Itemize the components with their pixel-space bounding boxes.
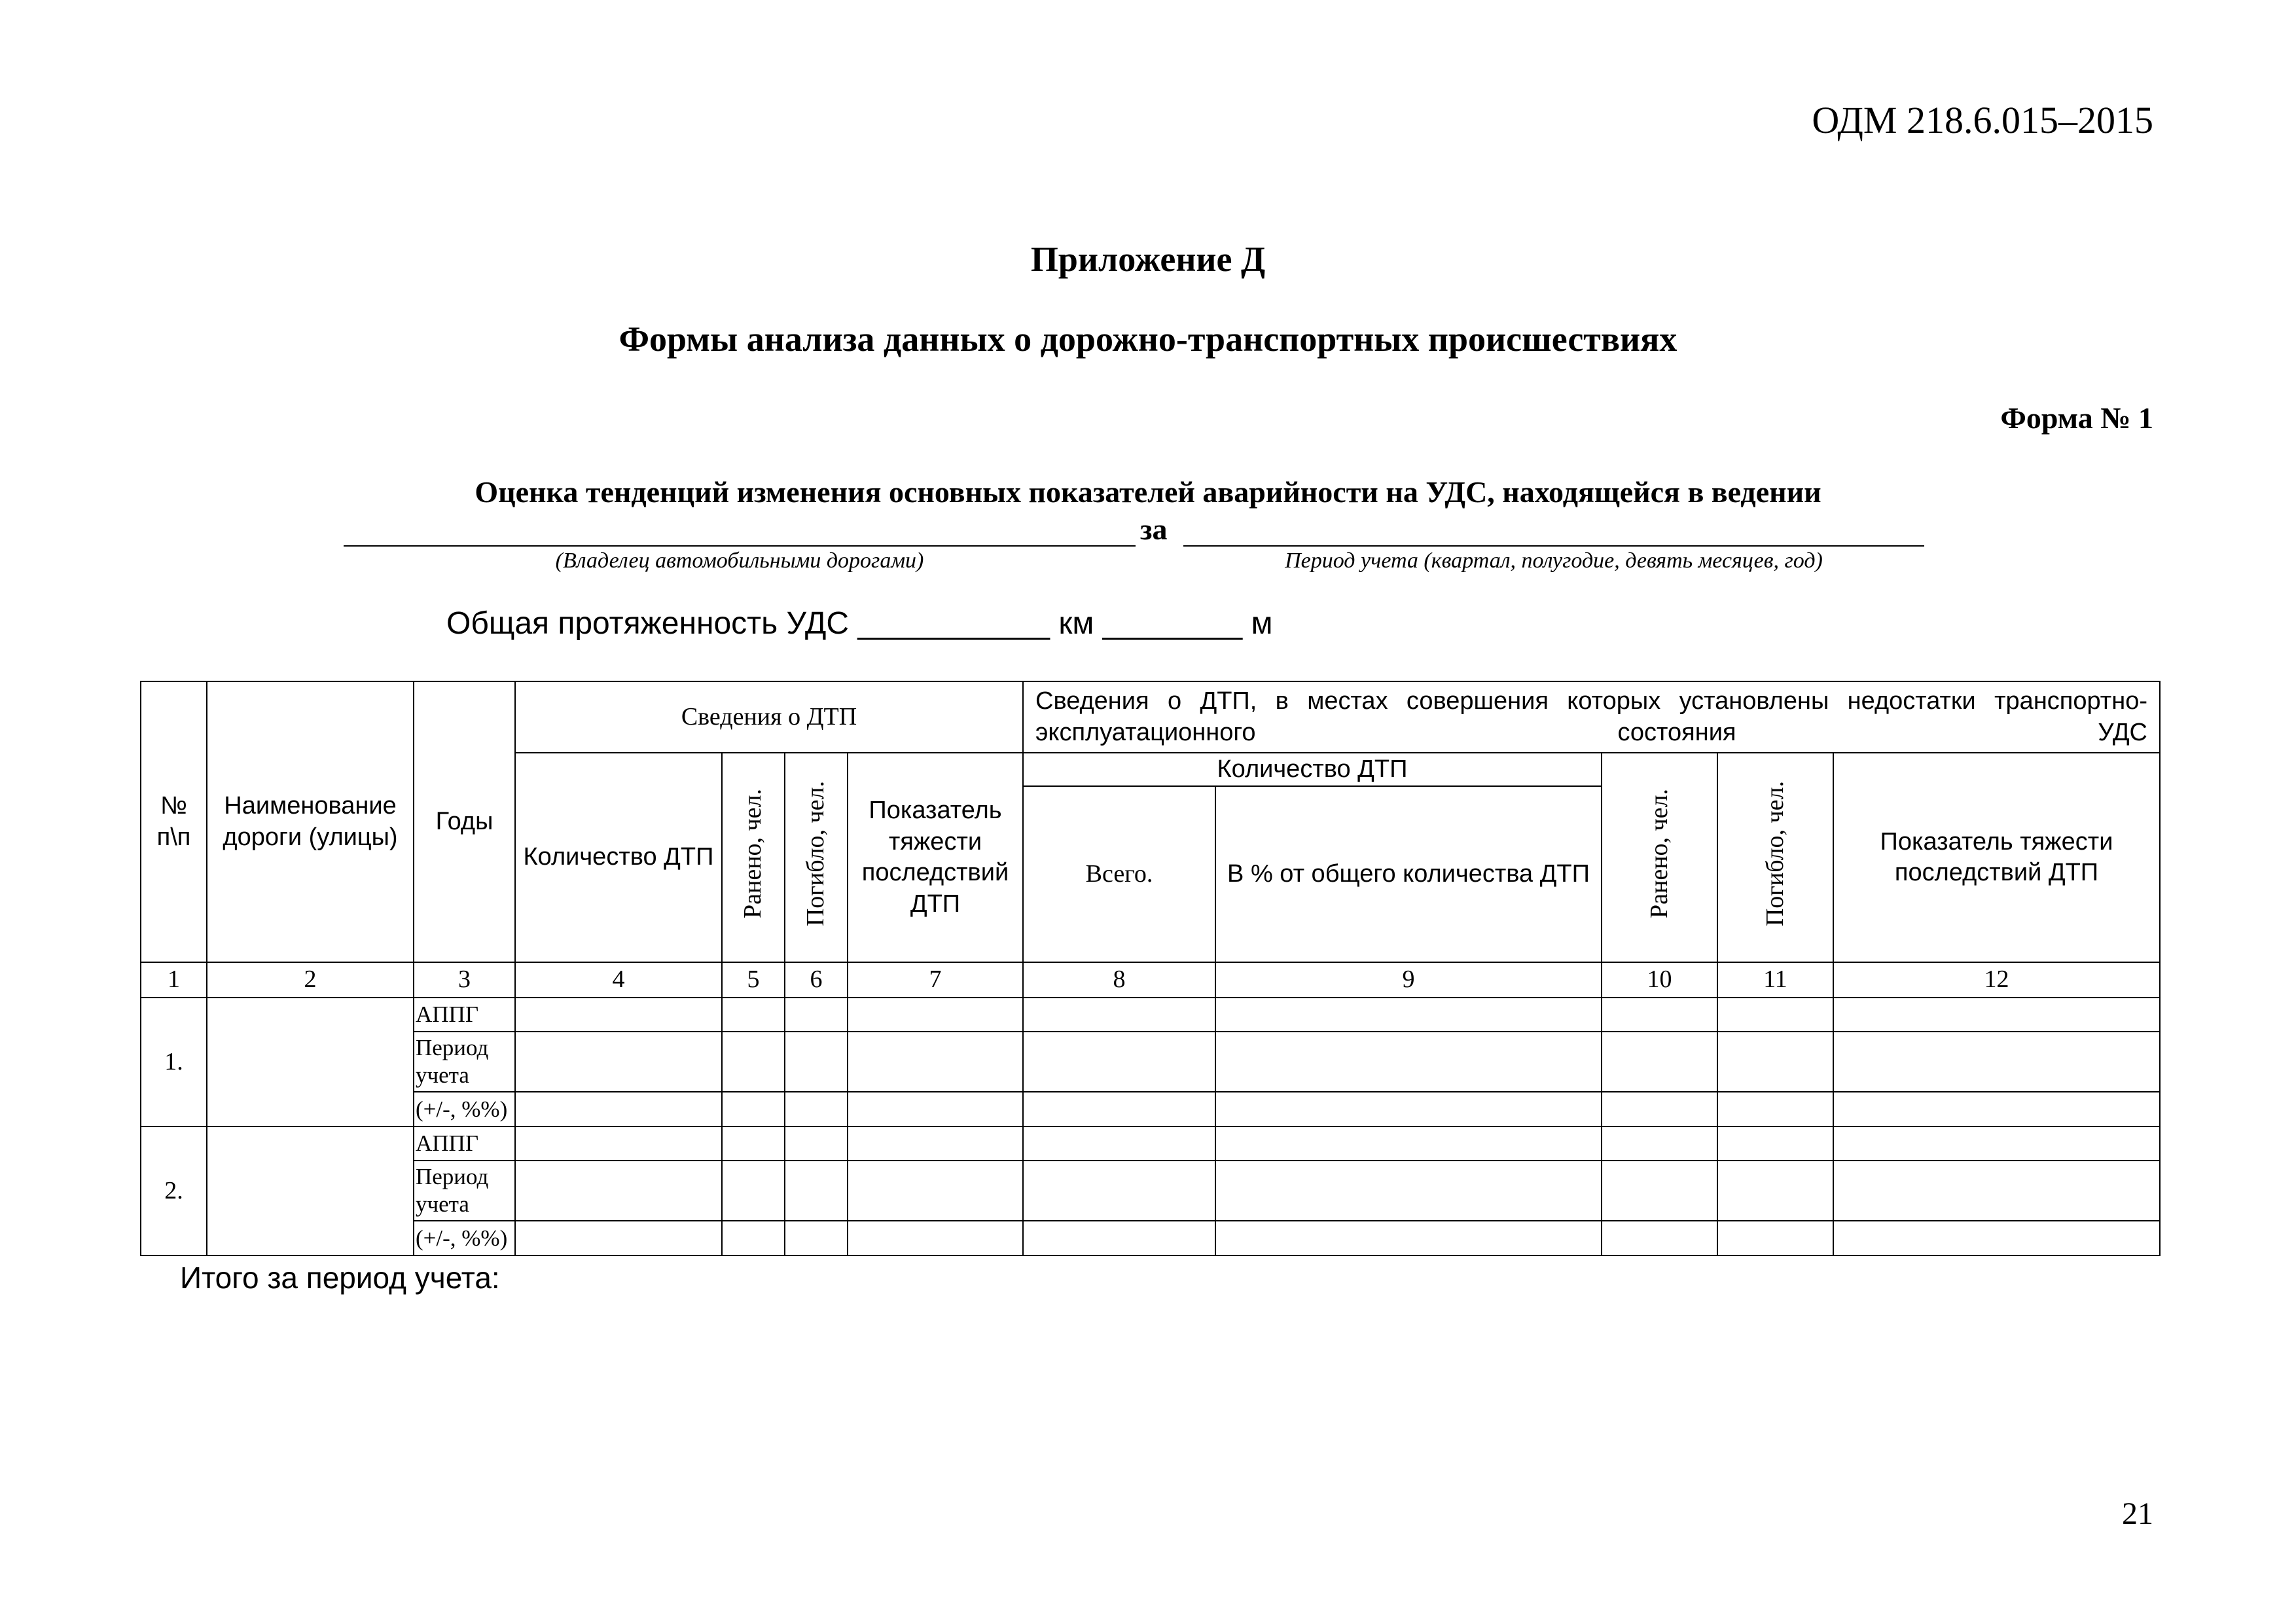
table-cell[interactable] xyxy=(785,1221,848,1255)
column-number: 2 xyxy=(207,962,414,998)
za-label: за xyxy=(1140,513,1168,546)
header-percent: В % от общего количества ДТП xyxy=(1215,786,1602,962)
column-number: 4 xyxy=(515,962,722,998)
table-cell[interactable] xyxy=(785,998,848,1032)
table-cell[interactable] xyxy=(1602,1032,1717,1092)
table-cell[interactable] xyxy=(1602,1161,1717,1221)
header-injured-2: Ранено, чел. xyxy=(1602,753,1717,962)
column-number: 9 xyxy=(1215,962,1602,998)
header-severity: Показатель тяжести последствий ДТП xyxy=(848,753,1023,962)
table-cell[interactable] xyxy=(785,1032,848,1092)
table-cell[interactable] xyxy=(1215,1161,1602,1221)
table-cell[interactable] xyxy=(1717,998,1833,1032)
road-name-cell[interactable] xyxy=(207,1127,414,1255)
table-cell[interactable] xyxy=(1833,1161,2160,1221)
header-dtp-count: Количество ДТП xyxy=(515,753,722,962)
table-row xyxy=(141,1161,2160,1221)
table-cell[interactable] xyxy=(1717,1092,1833,1127)
table-cell[interactable] xyxy=(1717,1221,1833,1255)
table-cell[interactable] xyxy=(515,1221,722,1255)
period-label: (+/-, %%) xyxy=(414,1221,515,1255)
table-cell[interactable] xyxy=(1717,1032,1833,1092)
table-cell[interactable] xyxy=(1833,1127,2160,1161)
table-cell[interactable] xyxy=(515,1127,722,1161)
appendix-subtitle: Формы анализа данных о дорожно-транспортных происшествиях xyxy=(619,319,1677,359)
table-cell[interactable] xyxy=(1023,1032,1215,1092)
column-number: 10 xyxy=(1602,962,1717,998)
header-road: Наименование дороги (улицы) xyxy=(207,681,414,962)
column-number: 8 xyxy=(1023,962,1215,998)
table-cell[interactable] xyxy=(848,998,1023,1032)
header-dtp-info: Сведения о ДТП xyxy=(515,681,1023,753)
table-cell[interactable] xyxy=(1717,1127,1833,1161)
document-code: ОДМ 218.6.015–2015 xyxy=(1812,99,2153,141)
column-number: 12 xyxy=(1833,962,2160,998)
form-number: Форма № 1 xyxy=(2000,401,2153,435)
table-cell[interactable] xyxy=(785,1127,848,1161)
total-for-period-label: Итого за период учета: xyxy=(180,1261,500,1295)
period-label: АППГ xyxy=(414,1127,515,1161)
table-cell[interactable] xyxy=(1602,1127,1717,1161)
header-total: Всего. xyxy=(1023,786,1215,962)
table-cell[interactable] xyxy=(1215,998,1602,1032)
road-name-cell[interactable] xyxy=(207,998,414,1127)
period-label: Период учета xyxy=(414,1032,515,1092)
table-cell[interactable] xyxy=(1215,1092,1602,1127)
table-cell[interactable] xyxy=(515,1032,722,1092)
column-number: 3 xyxy=(414,962,515,998)
table-cell[interactable] xyxy=(1215,1221,1602,1255)
table-row xyxy=(141,1032,2160,1092)
table-cell[interactable] xyxy=(848,1127,1023,1161)
row-number: 1. xyxy=(141,998,207,1127)
header-dtp-defects: Сведения о ДТП, в местах совершения которых установлены недостатки транспортно-эксплуатационного состояния УДС xyxy=(1023,681,2160,753)
table-cell[interactable] xyxy=(1023,1127,1215,1161)
table-cell[interactable] xyxy=(848,1161,1023,1221)
column-number: 6 xyxy=(785,962,848,998)
table-cell[interactable] xyxy=(848,1221,1023,1255)
table-cell[interactable] xyxy=(515,998,722,1032)
owner-caption: (Владелец автомобильными дорогами) xyxy=(555,549,924,573)
table-cell[interactable] xyxy=(1023,998,1215,1032)
column-numbers-row xyxy=(141,962,2160,998)
column-number: 11 xyxy=(1717,962,1833,998)
table-cell[interactable] xyxy=(1833,1032,2160,1092)
column-number: 1 xyxy=(141,962,207,998)
owner-fill-line[interactable] xyxy=(344,545,1136,547)
table-cell[interactable] xyxy=(515,1092,722,1127)
table-cell[interactable] xyxy=(1602,998,1717,1032)
appendix-title: Приложение Д xyxy=(1030,240,1266,279)
table-cell[interactable] xyxy=(1833,1221,2160,1255)
table-cell[interactable] xyxy=(722,1221,785,1255)
period-label: Период учета xyxy=(414,1161,515,1221)
table-row xyxy=(141,1092,2160,1127)
table-cell[interactable] xyxy=(785,1161,848,1221)
table-cell[interactable] xyxy=(1833,998,2160,1032)
header-years: Годы xyxy=(414,681,515,962)
period-label: АППГ xyxy=(414,998,515,1032)
table-cell[interactable] xyxy=(1023,1221,1215,1255)
row-number: 2. xyxy=(141,1127,207,1255)
table-cell[interactable] xyxy=(1023,1092,1215,1127)
header-killed: Погибло, чел. xyxy=(785,753,848,962)
total-length-line: Общая протяженность УДС ___________ км ________ м xyxy=(446,606,1273,641)
table-cell[interactable] xyxy=(722,1032,785,1092)
column-number: 7 xyxy=(848,962,1023,998)
table-cell[interactable] xyxy=(1215,1127,1602,1161)
table-cell[interactable] xyxy=(1023,1161,1215,1221)
table-cell[interactable] xyxy=(1717,1161,1833,1221)
table-cell[interactable] xyxy=(722,1127,785,1161)
period-label: (+/-, %%) xyxy=(414,1092,515,1127)
column-number: 5 xyxy=(722,962,785,998)
table-row xyxy=(141,1127,2160,1161)
table-cell[interactable] xyxy=(722,1092,785,1127)
table-cell[interactable] xyxy=(848,1032,1023,1092)
table-row xyxy=(141,1221,2160,1255)
table-cell[interactable] xyxy=(1602,1092,1717,1127)
table-cell[interactable] xyxy=(1215,1032,1602,1092)
header-killed-2: Погибло, чел. xyxy=(1717,753,1833,962)
accident-analysis-table xyxy=(140,681,2161,1256)
page-number: 21 xyxy=(2122,1496,2153,1531)
header-injured: Ранено, чел. xyxy=(722,753,785,962)
table-cell[interactable] xyxy=(722,998,785,1032)
form-title: Оценка тенденций изменения основных показателей аварийности на УДС, находящейся в ведении xyxy=(475,475,1821,509)
table-cell[interactable] xyxy=(848,1092,1023,1127)
table-cell[interactable] xyxy=(515,1161,722,1221)
header-severity-2: Показатель тяжести последствий ДТП xyxy=(1833,753,2160,962)
header-num: № п\п xyxy=(141,681,207,962)
period-caption: Период учета (квартал, полугодие, девять месяцев, год) xyxy=(1285,549,1823,573)
table-cell[interactable] xyxy=(785,1092,848,1127)
table-cell[interactable] xyxy=(722,1161,785,1221)
table-row xyxy=(141,998,2160,1032)
header-dtp-count-group: Количество ДТП xyxy=(1023,753,1602,786)
period-fill-line[interactable] xyxy=(1183,545,1924,547)
table-cell[interactable] xyxy=(1833,1092,2160,1127)
table-cell[interactable] xyxy=(1602,1221,1717,1255)
